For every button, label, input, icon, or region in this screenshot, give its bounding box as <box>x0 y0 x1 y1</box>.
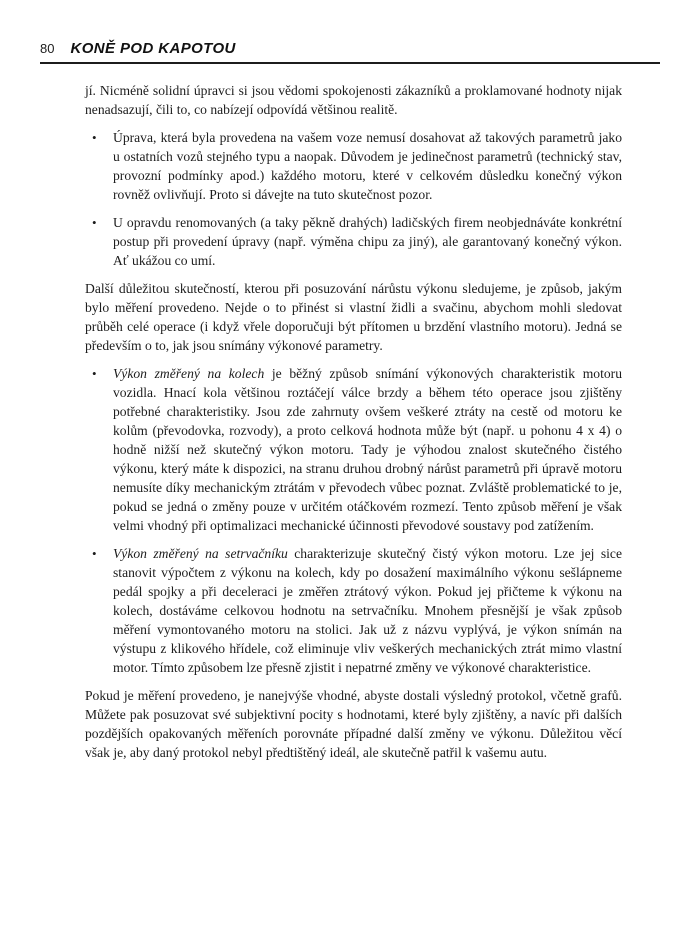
bullet-rest: je běžný způsob snímání výkonových charakteristik motoru vozidla. Hnací kola většinou roztáčejí válce brzdy a během této operace jsou zjištěny potřebné charakteristiky. Jsou zde zahrnuty ovšem veškeré ztráty na cestě od motoru ke kolům (převodovka, rozvody), a proto celková hodnota může být (např. u pohonu 4 x 4) o hodně nižší než skutečný výkon motoru. Tady je výhodou znalost skutečného čistého výkonu, který máte k dispozici, na stranu druhou drobný nárůst parametrů při úpravě motoru nemusíte díky mechanickým ztrátám v převodech vůbec poznat. Zvláště problematické to je, pokud se jedná o změny pouze v určitém otáčkovém rozmezí. Tento způsob měření je však velmi vhodný při optimalizaci mechanické účinnosti převodové soustavy pod zatížením. <box>113 366 622 533</box>
bullet-lead-italic: Výkon změřený na setrvačníku <box>113 546 288 561</box>
bullet-text <box>113 364 622 535</box>
bullet-rest: charakterizuje skutečný čistý výkon motoru. Lze jej sice stanovit výpočtem z výkonu na kolech, kdy po dosažení maximálního výkonu sešlápneme pedál spojky a při deceleraci je změřen ztrátový výkon. Pokud jej přičteme k výkonu na kolech, dostáváme celkovou hodnotu na setrvačníku. Mnohem přesnější je však způsob měření vymontovaného motoru na stolici. Jak už z názvu vyplývá, je výkon snímán na výstupu z klikového hřídele, což eliminuje vliv veškerých mechanických ztrát mimo vlastní motor. Tímto způsobem lze přesně zjistit i nepatrné změny ve výkonové charakteristice. <box>113 546 622 675</box>
page-number: 80 <box>40 41 55 56</box>
bullet-text: U opravdu renomovaných (a taky pěkně drahých) ladičských firem neobjednáváte konkrétní postup při provedení úpravy (např. výměna chipu za jiný), ale garantovaný konečný výkon. Ať ukážou co umí. <box>113 215 622 268</box>
list-item <box>85 128 622 204</box>
paragraph-continuation: jí. Nicméně solidní úpravci si jsou vědomi spokojenosti zákazníků a proklamované hodnoty nijak nenadsazují, čili to, co nabízejí odpovídá většinou realitě. <box>85 83 622 117</box>
list-item <box>85 213 622 270</box>
bullet-marker: • <box>92 215 97 230</box>
bullet-text: Úprava, která byla provedena na vašem voze nemusí dosahovat až takových parametrů jako u ostatních vozů stejného typu a naopak. Důvodem je jedinečnost parametrů (technický stav, provozní podmínky apod.) každého motoru, které v celkovém důsledku konečný výkon rovněž ovlivňují. Proto si dávejte na tuto skutečnost pozor. <box>113 130 622 202</box>
bullet-list-methods <box>85 364 622 677</box>
page-title: KONĚ POD KAPOTOU <box>70 40 236 57</box>
list-item <box>85 364 622 535</box>
bullet-text <box>113 544 622 677</box>
paragraph-measurement-method: Další důležitou skutečností, kterou při posuzování nárůstu výkonu sledujeme, je způsob, jakým bylo měření provedeno. Nejde o to přinést si vlastní židli a svačinu, abychom mohli sledovat průběh celé operace (i když vřele doporučuji být přítomen u brzdění vlastního motoru). Jedná se především o to, jak jsou snímány výkonové parametry. <box>85 281 622 353</box>
bullet-marker: • <box>92 130 97 145</box>
list-item <box>85 544 622 677</box>
page-content <box>0 64 700 762</box>
page-header <box>0 0 700 57</box>
bullet-marker: • <box>92 366 97 381</box>
paragraph-final: Pokud je měření provedeno, je nanejvýše vhodné, abyste dostali výsledný protokol, včetně grafů. Můžete pak posuzovat své subjektivní pocity s hodnotami, které byly zjištěny, a navíc při dalších pozdějších opakovaných měřeních porovnáte případné další změny ve výkonu. Důležitou věcí však je, aby daný protokol nebyl předtištěný ideál, ale skutečně patřil k vašemu autu. <box>85 688 622 760</box>
bullet-lead-italic: Výkon změřený na kolech <box>113 366 265 381</box>
bullet-marker: • <box>92 546 97 561</box>
bullet-list-general <box>85 128 622 270</box>
